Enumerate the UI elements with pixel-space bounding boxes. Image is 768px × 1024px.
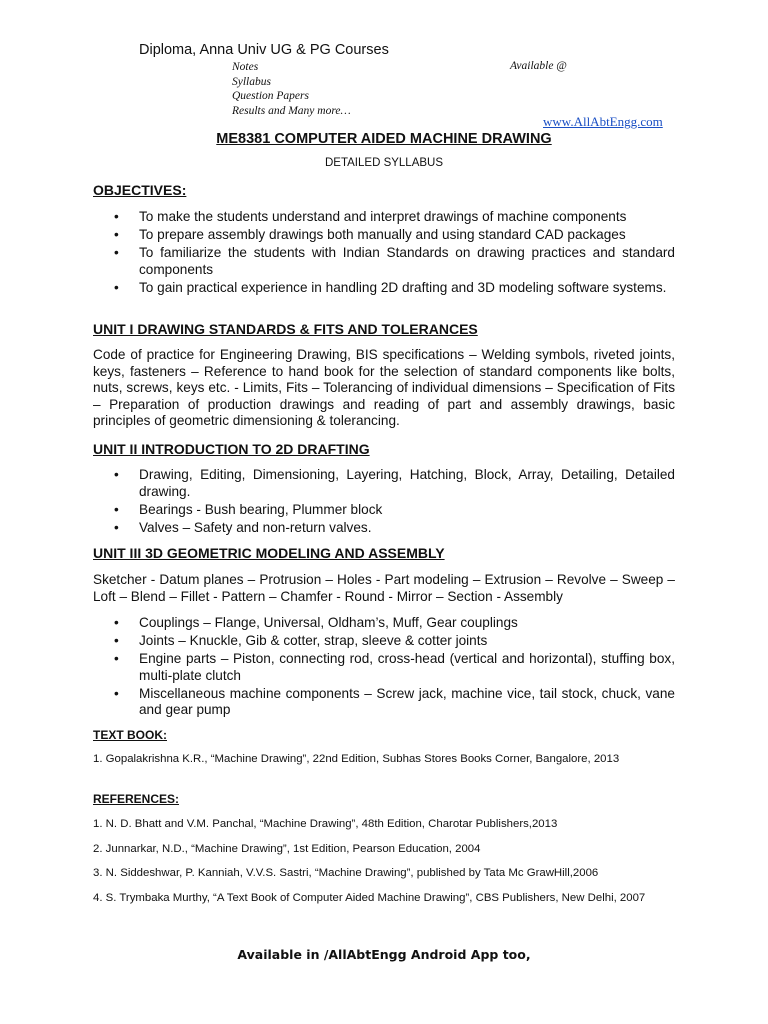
list-item: • Joints – Knuckle, Gib & cotter, strap, sleeve & cotter joints [114,633,488,648]
bullet-icon: • [114,615,119,630]
list-item: • Miscellaneous machine components – Screw jack, machine vice, tail stock, chuck, vane and gear pump [114,685,675,717]
unit2-list [114,467,675,538]
list-item: • Bearings - Bush bearing, Plummer block [114,501,383,517]
bullet-icon: • [114,519,119,535]
reference-entry: 1. N. D. Bhatt and V.M. Panchal, “Machine Drawing”, 48th Edition, Charotar Publishers,2013 [93,818,558,830]
bullet-icon: • [114,209,119,224]
header-item-question-papers: Question Papers [232,90,309,102]
footer-note: Available in /AllAbtEngg Android App too, [237,947,531,962]
unit1-heading: UNIT I DRAWING STANDARDS & FITS AND TOLERANCES [93,321,478,337]
bullet-icon: • [114,279,119,295]
textbook-entry: 1. Gopalakrishna K.R., “Machine Drawing”, 22nd Edition, Subhas Stores Books Corner, Bangalore, 2013 [93,753,620,765]
list-item: • Engine parts – Piston, connecting rod, cross-head (vertical and horizontal), stuffing box, multi-plate clutch [114,651,675,683]
unit3-list [114,615,675,720]
reference-entry: 2. Junnarkar, N.D., “Machine Drawing”, 1st Edition, Pearson Education, 2004 [93,843,481,855]
header-item-syllabus: Syllabus [232,75,271,88]
header-title: Diploma, Anna Univ UG & PG Courses [139,42,389,58]
unit1-body: Code of practice for Engineering Drawing, BIS specifications – Welding symbols, riveted joints, keys, fasteners – Reference to hand book for the selection of standard components like bolts, nuts, screws, keys etc. - Limits, Fits – Tolerancing of individual dimensions – Specification of Fits – Preparation of production drawings and reading of part and assembly drawings, basic principles of geometric dimensioning & tolerancing. [93,347,675,428]
list-item: • Drawing, Editing, Dimensioning, Layering, Hatching, Block, Array, Detailing, Detailed drawing. [114,467,675,499]
objectives-heading: OBJECTIVES: [93,182,187,198]
reference-entry: 4. S. Trymbaka Murthy, “A Text Book of Computer Aided Machine Drawing”, CBS Publishers, New Delhi, 2007 [93,892,646,904]
bullet-icon: • [114,651,119,666]
list-item: • Valves – Safety and non-return valves. [114,519,372,535]
textbook-heading: TEXT BOOK: [93,728,167,742]
list-item: • To gain practical experience in handling 2D drafting and 3D modeling software systems. [114,279,667,295]
list-item: • To prepare assembly drawings both manually and using standard CAD packages [114,227,626,242]
unit3-heading: UNIT III 3D GEOMETRIC MODELING AND ASSEMBLY [93,545,445,561]
unit3-body: Sketcher - Datum planes – Protrusion – Holes - Part modeling – Extrusion – Revolve – Sweep – Loft – Blend – Fillet - Pattern – Chamfer - Round - Mirror – Section - Assembly [93,572,675,604]
bullet-icon: • [114,467,119,482]
bullet-icon: • [114,633,119,648]
reference-entry: 3. N. Siddeshwar, P. Kanniah, V.V.S. Sastri, “Machine Drawing”, published by Tata Mc GrawHill,2006 [93,867,599,879]
unit2-heading: UNIT II INTRODUCTION TO 2D DRAFTING [93,441,370,457]
header-item-notes: Notes [232,61,259,73]
bullet-icon: • [114,685,119,701]
document-subtitle: DETAILED SYLLABUS [324,157,444,169]
objectives-list [114,209,675,298]
website-link[interactable]: www.AllAbtEngg.com [543,114,663,129]
document-title: ME8381 COMPUTER AIDED MACHINE DRAWING [216,131,552,147]
bullet-icon: • [114,227,119,242]
list-item: • Couplings – Flange, Universal, Oldham’s, Muff, Gear couplings [114,615,518,630]
header-item-results: Results and Many more… [232,104,351,117]
header-available: Available @ [510,60,567,72]
bullet-icon: • [114,501,119,517]
header-items [232,60,351,118]
bullet-icon: • [114,245,119,260]
list-item: • To familiarize the students with Indian Standards on drawing practices and standard components [114,245,675,277]
references-heading: REFERENCES: [93,792,180,806]
list-item: • To make the students understand and interpret drawings of machine components [114,209,627,224]
